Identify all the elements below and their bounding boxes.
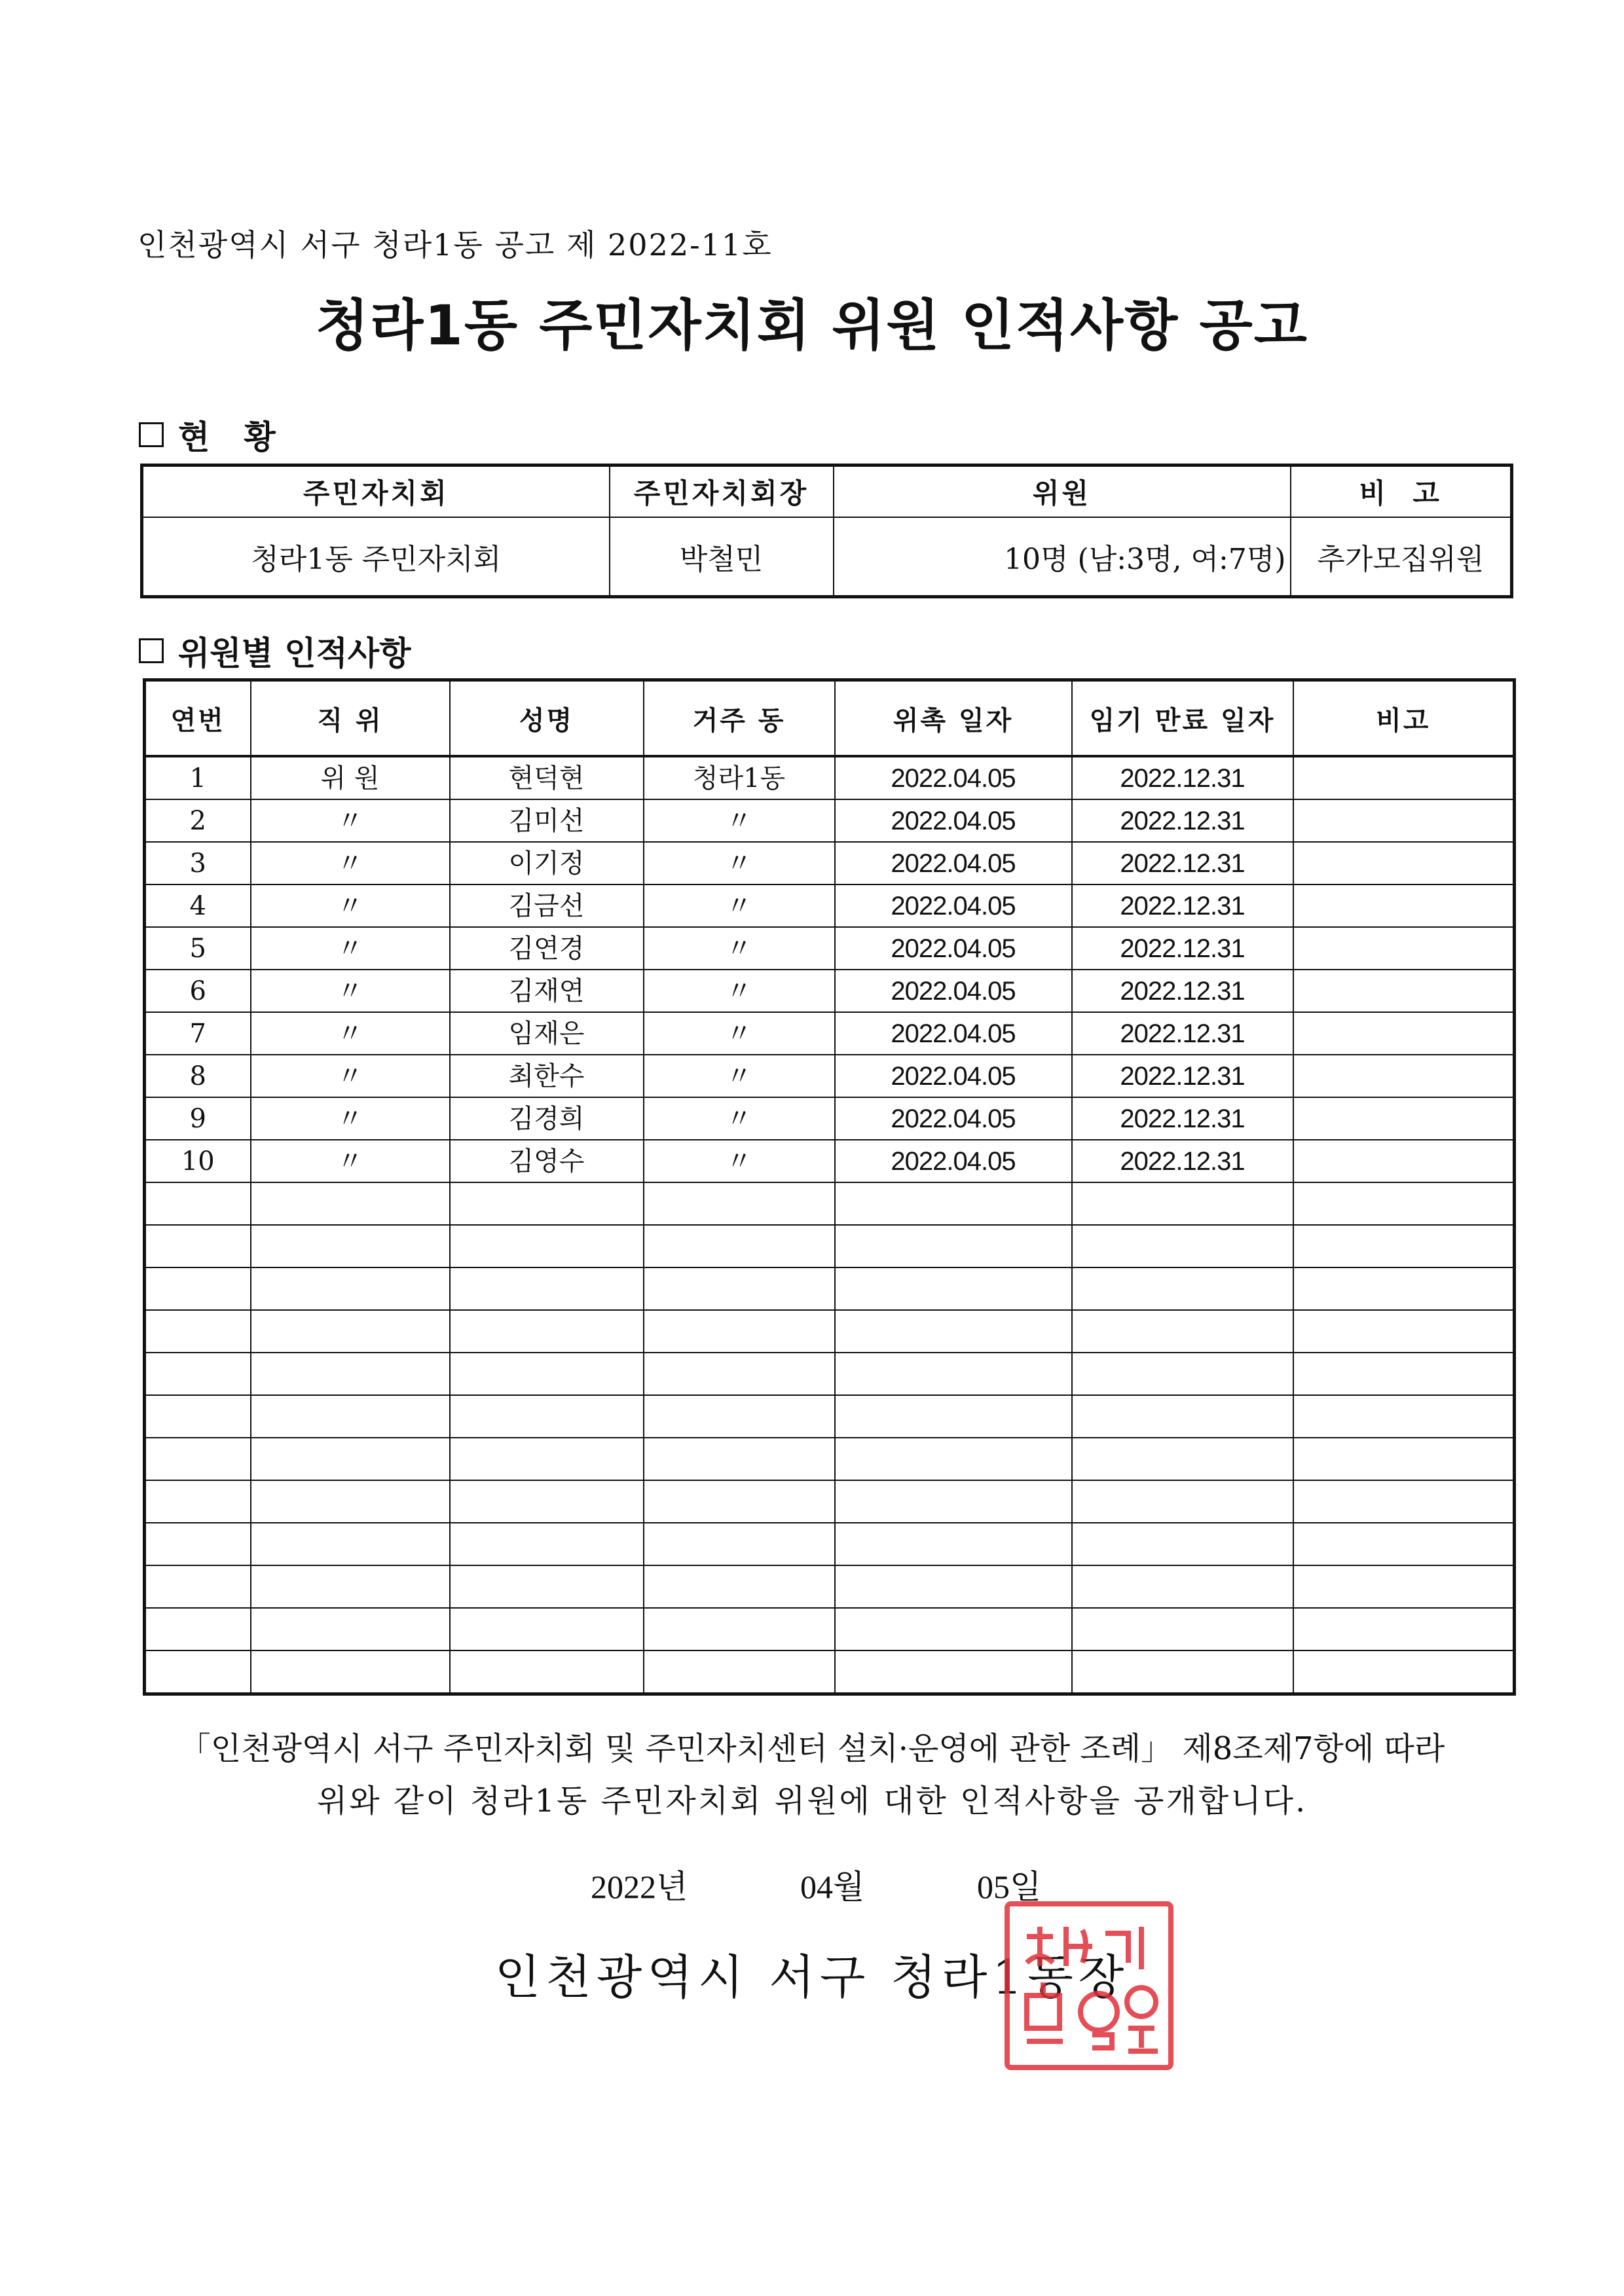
table-cell: [251, 1225, 450, 1267]
table-cell: [251, 1182, 450, 1225]
table-cell: [145, 1608, 251, 1650]
seal-icon: [1001, 1897, 1177, 2074]
issuer-name: 인천광역시 서구 청라1동장: [494, 1950, 1130, 2005]
table-cell: [145, 1353, 251, 1395]
empty-table-row: [145, 1523, 1515, 1565]
table-cell: [835, 1523, 1072, 1565]
table-cell: [450, 1480, 644, 1523]
table-cell: [450, 1650, 644, 1694]
table-cell: 7: [145, 1012, 251, 1055]
table-cell: [1072, 1523, 1293, 1565]
table-cell: [1072, 1182, 1293, 1225]
empty-table-row: [145, 1225, 1515, 1267]
table-cell: 청라1동: [644, 756, 835, 799]
table-cell: 〃: [251, 884, 450, 927]
header-district: 거주 동: [644, 680, 835, 757]
table-cell: [1072, 1267, 1293, 1310]
table-cell: [1293, 1650, 1515, 1694]
table-cell: [835, 1608, 1072, 1650]
table-cell: [1072, 1480, 1293, 1523]
table-cell: 김미선: [450, 799, 644, 842]
table-cell: [1293, 970, 1515, 1012]
table-cell: 2022.12.31: [1072, 799, 1293, 842]
header-position: 직 위: [251, 680, 450, 757]
table-cell: 2022.04.05: [835, 970, 1072, 1012]
table-cell: 2022.12.31: [1072, 970, 1293, 1012]
table-cell: [145, 1225, 251, 1267]
table-cell: 2022.12.31: [1072, 1097, 1293, 1140]
table-cell: [644, 1310, 835, 1353]
table-cell: [1293, 1097, 1515, 1140]
table-cell: 2022.12.31: [1072, 842, 1293, 884]
table-cell: 〃: [644, 970, 835, 1012]
table-cell: [835, 1438, 1072, 1480]
table-cell: [145, 1310, 251, 1353]
table-cell: 임재은: [450, 1012, 644, 1055]
table-cell: 김영수: [450, 1140, 644, 1182]
table-cell: [1072, 1310, 1293, 1353]
table-cell: [835, 1395, 1072, 1438]
table-cell: 2022.04.05: [835, 799, 1072, 842]
table-cell: [1293, 927, 1515, 970]
table-cell: [1072, 1353, 1293, 1395]
table-cell: [251, 1438, 450, 1480]
table-cell: 최한수: [450, 1055, 644, 1097]
table-cell: [1072, 1650, 1293, 1694]
table-row: [145, 927, 1515, 970]
table-cell: [1072, 1395, 1293, 1438]
table-cell: [1293, 842, 1515, 884]
table-cell: 이기정: [450, 842, 644, 884]
table-cell: 2022.04.05: [835, 1140, 1072, 1182]
empty-table-row: [145, 1395, 1515, 1438]
checkbox-icon: [139, 638, 164, 663]
section-status-heading: [139, 411, 276, 458]
table-cell: [251, 1395, 450, 1438]
table-cell: 6: [145, 970, 251, 1012]
table-cell: [251, 1310, 450, 1353]
table-row: [145, 1055, 1515, 1097]
header-chair: 주민자치회장: [610, 465, 834, 518]
table-cell: [1293, 1055, 1515, 1097]
table-cell: 〃: [251, 842, 450, 884]
table-cell: 〃: [644, 1055, 835, 1097]
table-cell: 2022.12.31: [1072, 756, 1293, 799]
table-cell: [644, 1565, 835, 1608]
table-cell: [644, 1353, 835, 1395]
members-body: [145, 756, 1515, 1694]
table-cell: [1293, 884, 1515, 927]
table-cell: [644, 1225, 835, 1267]
table-row: [145, 842, 1515, 884]
table-cell: [1293, 1565, 1515, 1608]
date-day: 05일: [977, 1868, 1042, 1905]
table-cell: [1293, 756, 1515, 799]
table-cell: 김연경: [450, 927, 644, 970]
empty-table-row: [145, 1608, 1515, 1650]
header-remarks: 비 고: [1291, 465, 1512, 518]
table-cell: 2022.04.05: [835, 1097, 1072, 1140]
table-cell: [835, 1310, 1072, 1353]
status-table: [140, 464, 1513, 598]
table-cell: 1: [145, 756, 251, 799]
table-cell: [450, 1565, 644, 1608]
table-cell: [835, 1267, 1072, 1310]
empty-table-row: [145, 1267, 1515, 1310]
table-cell: [1072, 1608, 1293, 1650]
empty-table-row: [145, 1565, 1515, 1608]
table-cell: [1293, 1523, 1515, 1565]
table-cell: [251, 1523, 450, 1565]
header-members: 위원: [834, 465, 1291, 518]
table-cell: [145, 1650, 251, 1694]
table-cell: [644, 1523, 835, 1565]
table-cell: 〃: [251, 799, 450, 842]
official-seal-stamp: [1001, 1897, 1177, 2077]
table-cell: 2022.04.05: [835, 884, 1072, 927]
table-cell: [644, 1650, 835, 1694]
table-cell: 2022.12.31: [1072, 1055, 1293, 1097]
council-name: 청라1동 주민자치회: [142, 517, 610, 597]
table-cell: [251, 1353, 450, 1395]
date-year: 2022년: [591, 1868, 688, 1905]
table-cell: [644, 1438, 835, 1480]
table-row: [145, 799, 1515, 842]
chair-name: 박철민: [610, 517, 834, 597]
table-cell: 4: [145, 884, 251, 927]
table-row: [145, 1140, 1515, 1182]
table-cell: [1293, 1182, 1515, 1225]
section-members-heading: [139, 627, 411, 674]
table-cell: [450, 1182, 644, 1225]
empty-table-row: [145, 1650, 1515, 1694]
table-cell: [644, 1608, 835, 1650]
header-term-end: 임기 만료 일자: [1072, 680, 1293, 757]
table-cell: [1072, 1225, 1293, 1267]
section-status-label: 현 황: [178, 418, 276, 456]
table-cell: [1293, 1012, 1515, 1055]
table-cell: [1293, 1438, 1515, 1480]
table-cell: 김재연: [450, 970, 644, 1012]
table-cell: [1293, 1608, 1515, 1650]
table-row: [145, 756, 1515, 799]
status-remarks: 추가모집위원: [1291, 517, 1512, 597]
table-cell: 〃: [644, 842, 835, 884]
members-header-row: [145, 680, 1515, 757]
date-month: 04월: [800, 1868, 865, 1905]
table-cell: 2022.04.05: [835, 756, 1072, 799]
table-cell: [644, 1267, 835, 1310]
table-cell: [644, 1480, 835, 1523]
header-name: 성명: [450, 680, 644, 757]
table-cell: [145, 1565, 251, 1608]
table-cell: [644, 1182, 835, 1225]
header-no: 연번: [145, 680, 251, 757]
header-appointed: 위촉 일자: [835, 680, 1072, 757]
disclosure-text: 위와 같이 청라1동 주민자치회 위원에 대한 인적사항을 공개합니다.: [316, 1783, 1308, 1819]
checkbox-icon: [139, 422, 164, 447]
table-row: [145, 1012, 1515, 1055]
empty-table-row: [145, 1310, 1515, 1353]
table-cell: [251, 1565, 450, 1608]
empty-table-row: [145, 1480, 1515, 1523]
table-cell: 김금선: [450, 884, 644, 927]
table-cell: 〃: [251, 927, 450, 970]
table-cell: [835, 1225, 1072, 1267]
table-cell: 〃: [251, 1097, 450, 1140]
table-cell: 2022.04.05: [835, 1012, 1072, 1055]
table-cell: 2: [145, 799, 251, 842]
empty-table-row: [145, 1438, 1515, 1480]
table-cell: [145, 1438, 251, 1480]
table-row: [145, 1097, 1515, 1140]
table-cell: 〃: [644, 884, 835, 927]
table-cell: 〃: [644, 799, 835, 842]
table-cell: [835, 1565, 1072, 1608]
table-cell: [835, 1182, 1072, 1225]
table-cell: 2022.12.31: [1072, 884, 1293, 927]
empty-table-row: [145, 1182, 1515, 1225]
table-cell: [251, 1480, 450, 1523]
table-cell: [835, 1650, 1072, 1694]
table-cell: [251, 1650, 450, 1694]
table-cell: 〃: [644, 1097, 835, 1140]
status-row: [142, 517, 1512, 597]
table-cell: [145, 1267, 251, 1310]
table-cell: 김경희: [450, 1097, 644, 1140]
table-cell: [450, 1225, 644, 1267]
table-cell: 2022.12.31: [1072, 927, 1293, 970]
table-cell: [1293, 799, 1515, 842]
table-cell: [1293, 1140, 1515, 1182]
table-cell: [835, 1480, 1072, 1523]
table-cell: 〃: [644, 927, 835, 970]
member-count: 10명 (남:3명, 여:7명): [834, 517, 1291, 597]
page-title: 청라1동 주민자치회 위원 인적사항 공고: [316, 293, 1308, 357]
table-row: [145, 884, 1515, 927]
table-cell: [450, 1438, 644, 1480]
table-cell: 〃: [251, 1055, 450, 1097]
table-cell: 〃: [251, 1140, 450, 1182]
table-cell: 2022.04.05: [835, 927, 1072, 970]
table-cell: [450, 1395, 644, 1438]
table-cell: [145, 1480, 251, 1523]
table-cell: 2022.04.05: [835, 1055, 1072, 1097]
empty-table-row: [145, 1353, 1515, 1395]
table-cell: [145, 1523, 251, 1565]
table-cell: [644, 1395, 835, 1438]
table-cell: 5: [145, 927, 251, 970]
legal-basis-text: 「인천광역시 서구 주민자치회 및 주민자치센터 설치·운영에 관한 조례」 제8조제7항에 따라: [179, 1730, 1445, 1767]
table-cell: [1293, 1267, 1515, 1310]
status-header-row: [142, 465, 1512, 518]
header-note: 비고: [1293, 680, 1515, 757]
section-members-label: 위원별 인적사항: [178, 634, 411, 672]
table-cell: 10: [145, 1140, 251, 1182]
table-cell: [450, 1523, 644, 1565]
table-cell: 〃: [251, 970, 450, 1012]
table-cell: 위 원: [251, 756, 450, 799]
table-cell: 8: [145, 1055, 251, 1097]
table-cell: [1293, 1353, 1515, 1395]
table-cell: 현덕현: [450, 756, 644, 799]
table-cell: [450, 1267, 644, 1310]
table-cell: [1293, 1310, 1515, 1353]
table-cell: [145, 1395, 251, 1438]
table-cell: [251, 1267, 450, 1310]
table-cell: 2022.04.05: [835, 842, 1072, 884]
header-council: 주민자치회: [142, 465, 610, 518]
table-cell: 〃: [644, 1140, 835, 1182]
table-cell: [450, 1353, 644, 1395]
table-cell: [251, 1608, 450, 1650]
table-cell: [450, 1310, 644, 1353]
table-cell: [835, 1353, 1072, 1395]
table-cell: [1293, 1480, 1515, 1523]
table-cell: 3: [145, 842, 251, 884]
table-cell: 〃: [251, 1012, 450, 1055]
members-table: [143, 678, 1516, 1696]
table-cell: [1072, 1438, 1293, 1480]
table-cell: 2022.12.31: [1072, 1140, 1293, 1182]
table-cell: [1072, 1565, 1293, 1608]
table-row: [145, 970, 1515, 1012]
table-cell: 〃: [644, 1012, 835, 1055]
notice-number: 인천광역시 서구 청라1동 공고 제 2022-11호: [138, 227, 773, 263]
table-cell: 2022.12.31: [1072, 1012, 1293, 1055]
table-cell: [145, 1182, 251, 1225]
table-cell: [1293, 1395, 1515, 1438]
table-cell: 9: [145, 1097, 251, 1140]
table-cell: [450, 1608, 644, 1650]
table-cell: [1293, 1225, 1515, 1267]
